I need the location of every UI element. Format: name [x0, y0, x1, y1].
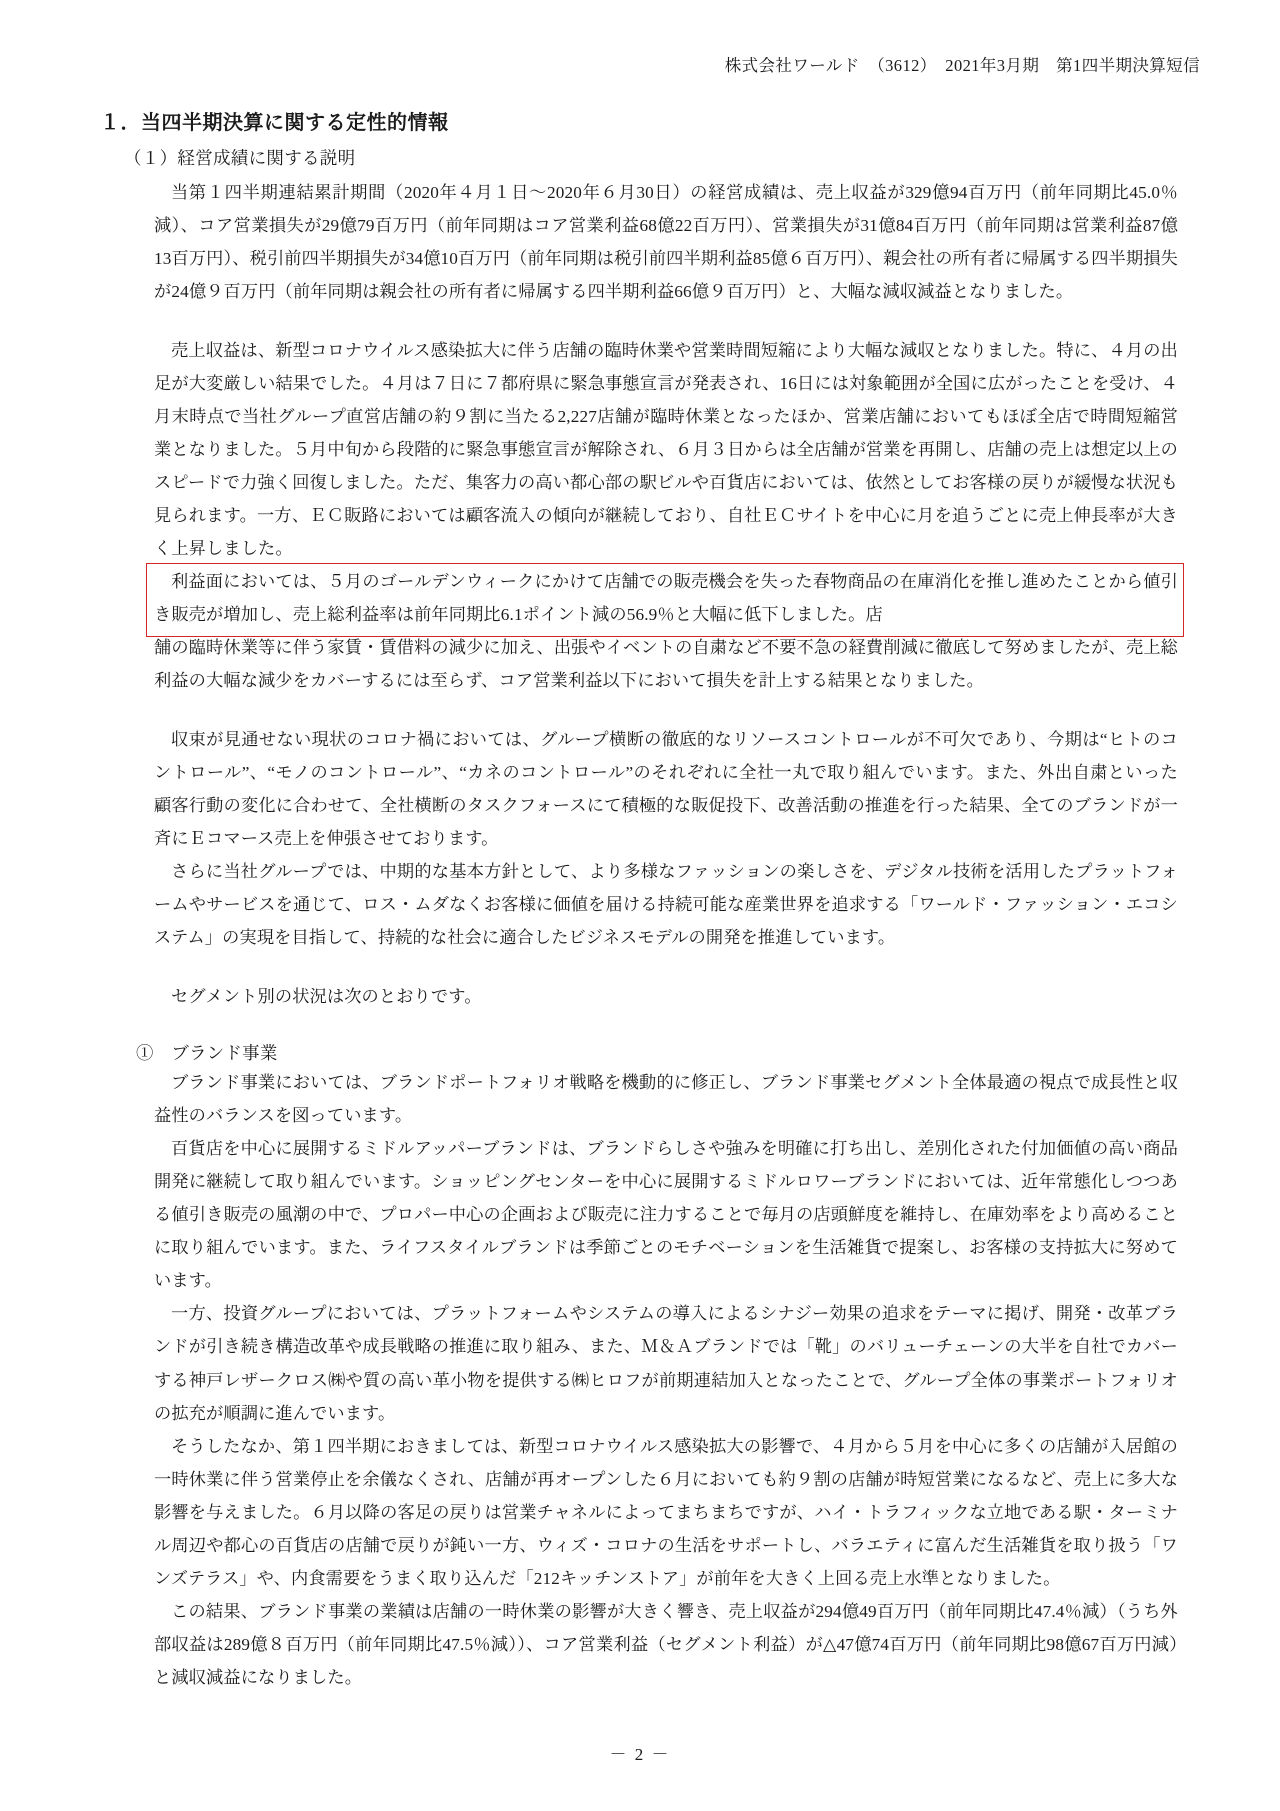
paragraph-middle-upper-brand: 百貨店を中心に展開するミドルアッパーブランドは、ブランドらしさや強みを明確に打ち出し、差別化された付加価値の高い商品開発に継続して取り組んでいます。ショッピングセンターを中心に展開するミドルロワーブランドにおいては、近年常態化しつつある値引き販売の風潮の中で、プロパー中心の企画および販売に注力することで毎月の店頭鮮度を維持し、在庫効率をより高めることに取り組んでいます。また、ライフスタイルブランドは季節ごとのモチベーションを生活雑貨で提案し、お客様の支持拡大に努めています。	[154, 1139, 1178, 1291]
paragraph-fashion-ecosystem: さらに当社グループでは、中期的な基本方針として、より多様なファッションの楽しさを、デジタル技術を活用したプラットフォームやサービスを通じて、ロス・ムダなくお客様に価値を届ける持続可能な産業世界を追求する「ワールド・ファッション・エコシステム」の実現を目指して、持続的な社会に適合したビジネスモデルの開発を推進しています。	[154, 862, 1178, 948]
paragraph-spacer	[62, 308, 1218, 334]
paragraph-brand-business-results: この結果、ブランド事業の業績は店舗の一時休業の影響が大きく響き、売上収益が294億49百万円（前年同期比47.4％減）（うち外部収益は289億８百万円（前年同期比47.5％減））、コア営業利益（セグメント利益）が△47億74百万円（前年同期比98億67百万円減）と減収減益になりました。	[154, 1601, 1178, 1687]
paragraph-brand-portfolio: ブランド事業においては、ブランドポートフォリオ戦略を機動的に修正し、ブランド事業セグメント全体最適の視点で成長性と収益性のバランスを図っています。	[154, 1073, 1178, 1126]
paragraph-business-results: 当第１四半期連結累計期間（2020年４月１日〜2020年６月30日）の経営成績は、売上収益が329億94百万円（前年同期比45.0％減）、コア営業損失が29億79百万円（前年同期はコア営業利益68億22百万円）、営業損失が31億84百万円（前年同期は営業利益87億13百万円）、税引前四半期損失が34億10百万円（前年同期は税引前四半期利益85億６百万円）、親会社の所有者に帰属する四半期損失が24億９百万円（前年同期は親会社の所有者に帰属する四半期利益66億９百万円）と、大幅な減収減益となりました。	[154, 183, 1178, 302]
paragraph-spacer	[62, 954, 1218, 980]
segment-item-brand-business: ① ブランド事業	[136, 1043, 278, 1064]
paragraph-profit-continued: 舗の臨時休業等に伴う家賃・賃借料の減少に加え、出張やイベントの自粛など不要不急の経費削減に徹底して努めましたが、売上総利益の大幅な減少をカバーするには至らず、コア営業利益以下において損失を計上する結果となりました。	[154, 638, 1178, 691]
paragraph-spacer	[62, 697, 1218, 723]
section-title: １．当四半期決算に関する定性的情報	[100, 112, 449, 134]
paragraph-spacer	[62, 1013, 1218, 1039]
paragraph-q1-impact: そうしたなか、第１四半期におきましては、新型コロナウイルス感染拡大の影響で、４月から５月を中心に多くの店舗が入居館の一時休業に伴う営業停止を余儀なくされ、店舗が再オープンした６月においても約９割の店舗が時短営業になるなど、売上に多大な影響を与えました。６月以降の客足の戻りは営業チャネルによってまちまちですが、ハイ・トラフィックな立地である駅・ターミナル周辺や都心の百貨店の店舗で戻りが鈍い一方、ウィズ・コロナの生活をサポートし、バラエティに富んだ生活雑貨を取り扱う「ワンズテラス」や、内食需要をうまく取り込んだ「212キッチンストア」が前年を大きく上回る売上水準となりました。	[154, 1436, 1178, 1588]
subsection-title: （１）経営成績に関する説明	[124, 148, 356, 168]
page-header: 株式会社ワールド （3612） 2021年3月期 第1四半期決算短信	[724, 56, 1200, 75]
paragraph-resource-control: 収束が見通せない現状のコロナ禍においては、グループ横断の徹底的なリソースコントロールが不可欠であり、今期は“ヒトのコントロール”、“モノのコントロール”、“カネのコントロール”のそれぞれに全社一丸で取り組んでいます。また、外出自粛といった顧客行動の変化に合わせて、全社横断のタスクフォースにて積極的な販促投下、改善活動の推進を行った結果、全てのブランドが一斉にＥコマース売上を伸張させております。	[154, 730, 1178, 849]
page-number: － 2 －	[609, 1745, 671, 1764]
paragraph-segment-intro: セグメント別の状況は次のとおりです。	[171, 987, 482, 1007]
paragraph-profit-highlighted: 利益面においては、５月のゴールデンウィークにかけて店舗での販売機会を失った春物商品の在庫消化を推し進めたことから値引き販売が増加し、売上総利益率は前年同期比6.1ポイント減の56.9％と大幅に低下しました。店	[154, 572, 1178, 625]
paragraph-investment-group: 一方、投資グループにおいては、プラットフォームやシステムの導入によるシナジー効果の追求をテーマに掲げ、開発・改革ブランドが引き続き構造改革や成長戦略の推進に取り組み、また、Ｍ＆Ａブランドでは「靴」のバリューチェーンの大半を自社でカバーする神戸レザークロス㈱や質の高い革小物を提供する㈱ヒロフが前期連結加入となったことで、グループ全体の事業ポートフォリオの拡充が順調に進んでいます。	[154, 1304, 1178, 1423]
paragraph-revenue: 売上収益は、新型コロナウイルス感染拡大に伴う店舗の臨時休業や営業時間短縮により大幅な減収となりました。特に、４月の出足が大変厳しい結果でした。４月は７日に７都府県に緊急事態宣言が発表され、16日には対象範囲が全国に広がったことを受け、４月末時点で当社グループ直営店舗の約９割に当たる2,227店舗が臨時休業となったほか、営業店舗においてもほぼ全店で時間短縮営業となりました。５月中旬から段階的に緊急事態宣言が解除され、６月３日からは全店舗が営業を再開し、店舗の売上は想定以上のスピードで力強く回復しました。ただ、集客力の高い都心部の駅ビルや百貨店においては、依然としてお客様の戻りが緩慢な状況も見られます。一方、ＥＣ販路においては顧客流入の傾向が継続しており、自社ＥＣサイトを中心に月を追うごとに売上伸長率が大きく上昇しました。	[154, 341, 1178, 559]
highlighted-paragraph-group	[154, 565, 1178, 631]
